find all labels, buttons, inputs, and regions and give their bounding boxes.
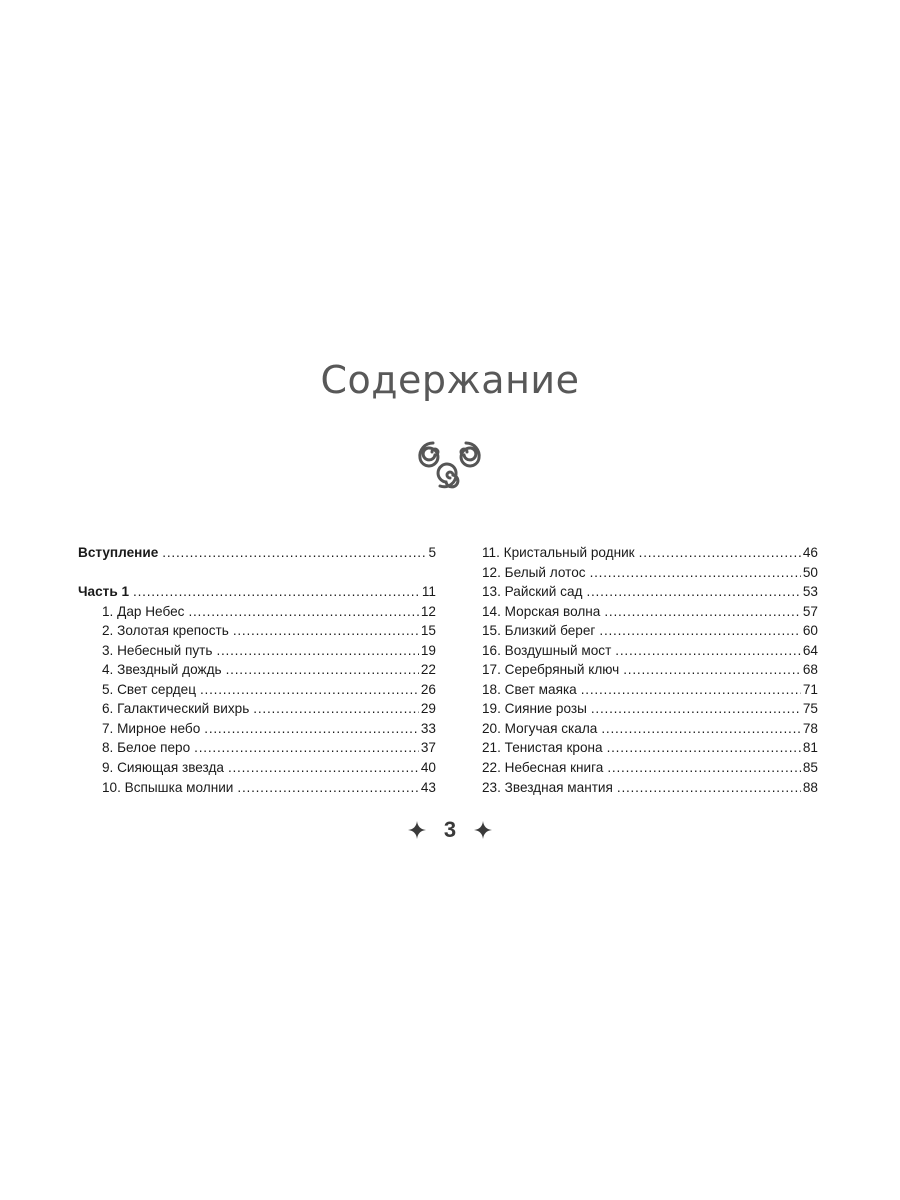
- toc-entry[interactable]: [482, 680, 818, 700]
- toc-entry-page: 75: [802, 701, 818, 717]
- toc-entry[interactable]: [78, 680, 436, 700]
- toc-entry[interactable]: [78, 602, 436, 622]
- toc-entry-title: 13. Райский сад: [482, 584, 583, 600]
- toc-entry[interactable]: [482, 738, 818, 758]
- toc-entry[interactable]: [78, 778, 436, 798]
- toc-leader-dots: [581, 680, 801, 700]
- toc-spacer: [78, 563, 436, 583]
- toc-entry-title: 22. Небесная книга: [482, 760, 604, 776]
- toc-entry-page: 29: [420, 701, 436, 717]
- toc-entry-page: 88: [802, 779, 818, 795]
- toc-entry-page: 37: [420, 740, 436, 756]
- toc-entry-page: 43: [420, 779, 436, 795]
- toc-leader-dots: [623, 660, 801, 680]
- toc-entry[interactable]: [482, 602, 818, 622]
- toc-leader-dots: [133, 582, 420, 602]
- toc-entry-title: 21. Тенистая крона: [482, 740, 603, 756]
- triple-spiral-icon: [412, 428, 488, 496]
- toc-entry-title: 7. Мирное небо: [102, 720, 201, 736]
- toc-entry-page: 81: [802, 740, 818, 756]
- toc-leader-dots: [601, 719, 801, 739]
- toc-entry-title: 15. Близкий берег: [482, 623, 596, 639]
- toc-entry[interactable]: [482, 543, 818, 563]
- toc-entry-title: 11. Кристальный родник: [482, 545, 635, 560]
- toc-entry-page: 78: [802, 720, 818, 736]
- toc-leader-dots: [216, 641, 418, 661]
- toc-entry[interactable]: [482, 778, 818, 798]
- toc-entry-page: 19: [420, 642, 436, 658]
- toc-entry-page: 60: [802, 623, 818, 639]
- toc-leader-dots: [615, 641, 801, 661]
- toc-entry-title: 9. Сияющая звезда: [102, 760, 224, 776]
- page-footer: [0, 816, 900, 843]
- toc-entry-title: 1. Дар Небес: [102, 603, 185, 619]
- four-point-star-icon: [474, 821, 492, 839]
- toc-entry[interactable]: [78, 543, 436, 563]
- toc-entry-page: 85: [802, 760, 818, 776]
- toc-leader-dots: [226, 660, 419, 680]
- toc-leader-dots: [599, 621, 800, 641]
- toc-entry-title: 10. Вспышка молнии: [102, 779, 234, 795]
- toc-leader-dots: [590, 563, 801, 583]
- toc-leader-dots: [604, 602, 801, 622]
- toc-leader-dots: [591, 699, 801, 719]
- toc-leader-dots: [200, 680, 419, 700]
- toc-leader-dots: [194, 738, 419, 758]
- toc-entry[interactable]: [78, 758, 436, 778]
- toc-entry-page: 5: [428, 545, 436, 560]
- toc-entry[interactable]: [78, 582, 436, 602]
- toc-leader-dots: [162, 543, 426, 563]
- toc-leader-dots: [237, 778, 418, 798]
- toc-entry[interactable]: [482, 699, 818, 719]
- toc-entry-page: 22: [420, 662, 436, 678]
- toc-right-column: [482, 543, 818, 797]
- page-title: Содержание: [320, 358, 580, 402]
- toc-entry-title: 8. Белое перо: [102, 740, 191, 756]
- four-point-star-icon: [408, 821, 426, 839]
- toc-entry-title: 14. Морская волна: [482, 603, 601, 619]
- toc-entry-title: 17. Серебряный ключ: [482, 662, 620, 678]
- toc-entry-page: 53: [802, 584, 818, 600]
- toc-left-column: [78, 543, 436, 797]
- toc-entry-title: 6. Галактический вихрь: [102, 701, 250, 717]
- toc-leader-dots: [204, 719, 419, 739]
- toc-leader-dots: [639, 543, 801, 563]
- toc-entry[interactable]: [482, 719, 818, 739]
- toc-entry-title: 2. Золотая крепость: [102, 623, 229, 639]
- toc-leader-dots: [228, 758, 419, 778]
- toc-entry-page: 46: [802, 545, 818, 560]
- toc-leader-dots: [586, 582, 800, 602]
- toc-entry-page: 40: [420, 760, 436, 776]
- toc-entry-page: 50: [802, 564, 818, 580]
- toc-entry[interactable]: [78, 738, 436, 758]
- toc-entry-title: 23. Звездная мантия: [482, 779, 613, 795]
- toc-entry[interactable]: [482, 563, 818, 583]
- toc-leader-dots: [607, 758, 801, 778]
- toc-entry[interactable]: [482, 621, 818, 641]
- toc-entry[interactable]: [78, 621, 436, 641]
- toc-entry-title: Вступление: [78, 545, 159, 560]
- toc-entry-page: 68: [802, 662, 818, 678]
- page-number: 3: [443, 817, 457, 843]
- toc-entry-page: 12: [420, 603, 436, 619]
- toc-leader-dots: [253, 699, 419, 719]
- toc-leader-dots: [188, 602, 418, 622]
- toc-entry-title: 12. Белый лотос: [482, 564, 586, 580]
- toc-entry-title: 20. Могучая скала: [482, 720, 598, 736]
- toc-entry-page: 64: [802, 642, 818, 658]
- toc-entry-title: 18. Свет маяка: [482, 681, 577, 697]
- toc-entry-page: 33: [420, 720, 436, 736]
- toc-leader-dots: [607, 738, 801, 758]
- toc-leader-dots: [617, 778, 801, 798]
- toc-entry[interactable]: [482, 660, 818, 680]
- toc-entry-page: 15: [420, 623, 436, 639]
- toc-entry[interactable]: [482, 582, 818, 602]
- toc-entry[interactable]: [482, 758, 818, 778]
- toc-entry-title: 19. Сияние розы: [482, 701, 587, 717]
- toc-entry-title: 5. Свет сердец: [102, 681, 196, 697]
- toc-entry-page: 57: [802, 603, 818, 619]
- toc-entry[interactable]: [78, 699, 436, 719]
- toc-entry[interactable]: [482, 641, 818, 661]
- toc-entry-page: 11: [421, 584, 436, 600]
- toc-entry[interactable]: [78, 719, 436, 739]
- toc-leader-dots: [233, 621, 419, 641]
- toc-entry-title: Часть 1: [78, 584, 130, 600]
- toc-entry[interactable]: [78, 660, 436, 680]
- toc-entry-page: 71: [802, 681, 818, 697]
- toc-entry-title: 3. Небесный путь: [102, 642, 213, 658]
- toc-entry-title: 16. Воздушный мост: [482, 642, 612, 658]
- toc-entry[interactable]: [78, 641, 436, 661]
- toc-entry-title: 4. Звездный дождь: [102, 662, 222, 678]
- toc-entry-page: 26: [420, 681, 436, 697]
